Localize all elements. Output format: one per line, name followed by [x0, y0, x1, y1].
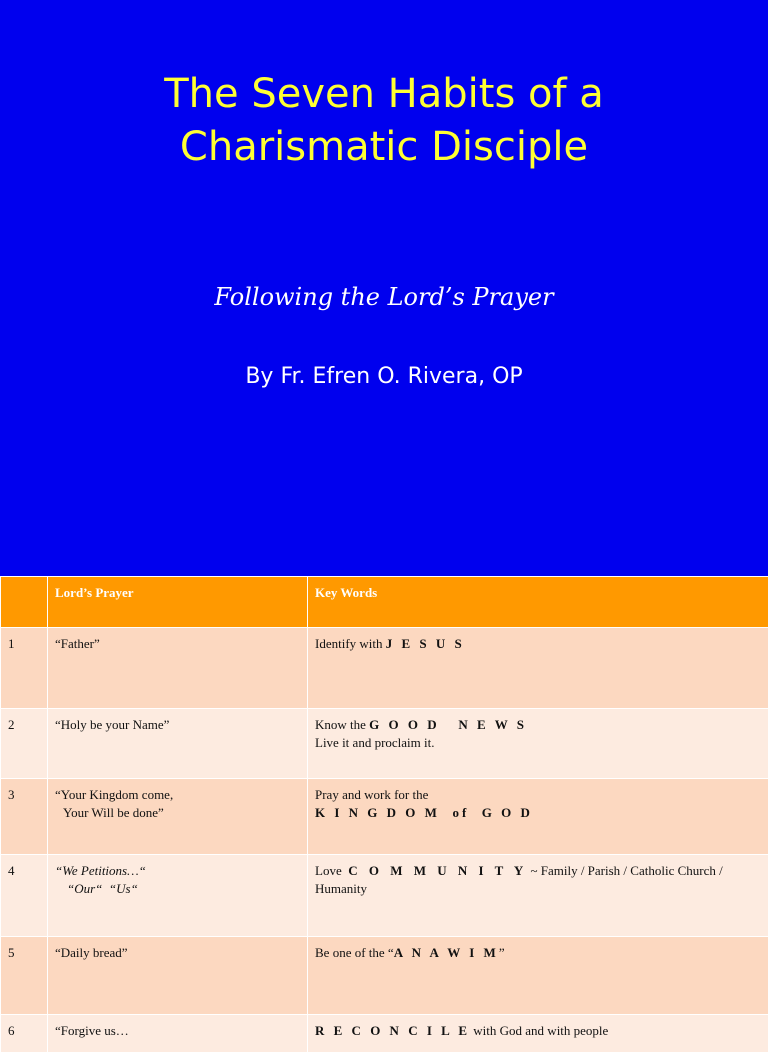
prayer-cell — [48, 937, 308, 1015]
table-row — [1, 709, 769, 779]
key-emphasis: G O O D N E W S — [369, 717, 527, 732]
key-words-cell — [308, 628, 769, 709]
table-row — [1, 937, 769, 1015]
prayer-line: “Daily bread” — [55, 945, 128, 960]
key-line-2: Humanity — [315, 881, 367, 896]
key-text: Know the — [315, 717, 370, 732]
key-words-cell — [308, 1015, 769, 1053]
key-line — [315, 716, 761, 734]
prayer-line: “Our“ “Us“ — [67, 881, 138, 896]
key-text: Be one of the “ — [315, 945, 394, 960]
key-text-post: ” — [498, 945, 505, 960]
header-lords-prayer: Lord’s Prayer — [48, 577, 308, 628]
row-number: 1 — [1, 628, 48, 709]
prayer-cell — [48, 855, 308, 937]
slide-title — [0, 68, 768, 174]
prayer-cell — [48, 779, 308, 855]
slide-title-line-2: Charismatic Disciple — [179, 124, 589, 170]
key-text: Identify with — [315, 636, 386, 651]
prayer-table — [0, 576, 769, 1053]
prayer-line: “Your Kingdom come, — [55, 787, 174, 802]
prayer-cell — [48, 628, 308, 709]
table-row — [1, 1015, 769, 1053]
key-text: Love — [315, 863, 349, 878]
row-number: 6 — [1, 1015, 48, 1053]
table-row — [1, 628, 769, 709]
key-text-post: ~ Family / Parish / Catholic Church / — [527, 863, 723, 878]
prayer-line: Your Will be done” — [63, 805, 164, 820]
key-words-cell — [308, 779, 769, 855]
prayer-cell — [48, 1015, 308, 1053]
table-row — [1, 855, 769, 937]
key-line-1: Pray and work for the — [315, 787, 429, 802]
row-number: 3 — [1, 779, 48, 855]
slide-title-line-1: The Seven Habits of a — [164, 71, 604, 117]
prayer-line: “Forgive us… — [55, 1023, 129, 1038]
prayer-line: “Father” — [55, 636, 100, 651]
key-emphasis: J E S U S — [385, 636, 465, 651]
key-text-post: with God and with people — [470, 1023, 609, 1038]
key-words-cell — [308, 709, 769, 779]
header-number — [1, 577, 48, 628]
table-header-row — [1, 577, 769, 628]
prayer-line: “We Petitions…“ — [55, 863, 146, 878]
key-line-2: Live it and proclaim it. — [315, 735, 435, 750]
row-number: 2 — [1, 709, 48, 779]
header-key-words: Key Words — [308, 577, 769, 628]
key-emphasis: K I N G D O M of G O D — [315, 805, 533, 820]
table-row — [1, 779, 769, 855]
key-emphasis: A N A W I M — [393, 945, 499, 960]
key-emphasis: C O M M U N I T Y — [348, 863, 528, 878]
key-words-cell — [308, 937, 769, 1015]
slide-author: By Fr. Efren O. Rivera, OP — [245, 364, 523, 389]
key-words-cell — [308, 855, 769, 937]
row-number: 5 — [1, 937, 48, 1015]
table-slide — [0, 576, 768, 1038]
prayer-line: “Holy be your Name” — [55, 717, 170, 732]
slide-subtitle: Following the Lord’s Prayer — [214, 283, 554, 311]
key-line — [315, 862, 761, 880]
key-emphasis: R E C O N C I L E — [315, 1023, 471, 1038]
row-number: 4 — [1, 855, 48, 937]
prayer-cell — [48, 709, 308, 779]
